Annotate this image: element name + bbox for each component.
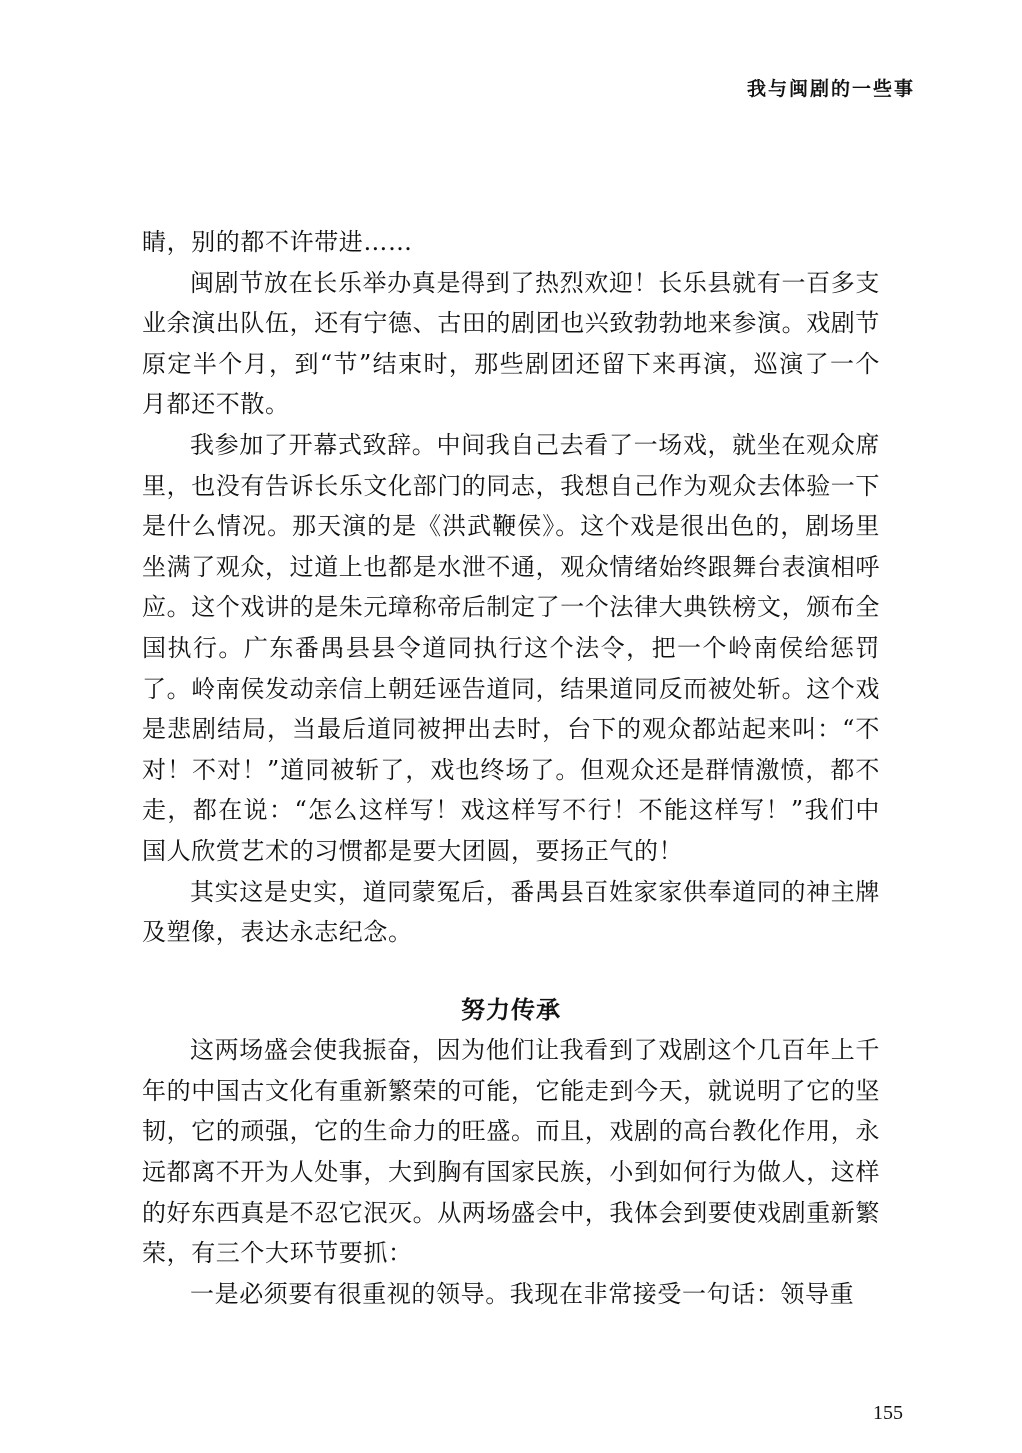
paragraph-opera-festival: 闽剧节放在长乐举办真是得到了热烈欢迎！长乐县就有一百多支业余演出队伍，还有宁德、古田的剧团也兴致勃勃地来参演。戏剧节原定半个月，到“节”结束时，那些剧团还留下来再演，巡演了一个月都还不散。 [142, 268, 880, 419]
paragraph-leadership: 一是必须要有很重视的领导。我现在非常接受一句话：领导重 [190, 1279, 855, 1308]
paragraph-opening-ceremony: 我参加了开幕式致辞。中间我自己去看了一场戏，就坐在观众席里，也没有告诉长乐文化部门的同志，我想自己作为观众去体验一下是什么情况。那天演的是《洪武鞭侯》。这个戏是很出色的，剧场里坐满了观众，过道上也都是水泄不通，观众情绪始终跟舞台表演相呼应。这个戏讲的是朱元璋称帝后制定了一个法律大典铁榜文，颁布全国执行。广东番禺县县令道同执行这个法令，把一个岭南侯给惩罚了。岭南侯发动亲信上朝廷诬告道同，结果道同反而被处斩。这个戏是悲剧结局，当最后道同被押出去时，台下的观众都站起来叫：“不对！不对！”道同被斩了，戏也终场了。但观众还是群情激愤，都不走，都在说：“怎么这样写！戏这样写不行！不能这样写！”我们中国人欣赏艺术的习惯都是要大团圆，要扬正气的！ [142, 430, 880, 865]
page-number: 155 [873, 1402, 903, 1424]
running-header-title: 我与闽剧的一些事 [746, 78, 915, 100]
section-heading: 努力传承 [461, 995, 561, 1024]
paragraph-historical-fact: 其实这是史实，道同蒙冤后，番禺县百姓家家供奉道同的神主牌及塑像，表达永志纪念。 [142, 877, 880, 947]
paragraph-continuation: 睛，别的都不许带进…… [142, 228, 413, 256]
page-body [142, 222, 880, 1314]
paragraph-inheritance: 这两场盛会使我振奋，因为他们让我看到了戏剧这个几百年上千年的中国古文化有重新繁荣的可能，它能走到今天，就说明了它的坚韧，它的顽强，它的生命力的旺盛。而且，戏剧的高台教化作用，永远都离不开为人处事，大到胸有国家民族，小到如何行为做人，这样的好东西真是不忍它泯灭。从两场盛会中，我体会到要使戏剧重新繁荣，有三个大环节要抓： [142, 1036, 880, 1268]
